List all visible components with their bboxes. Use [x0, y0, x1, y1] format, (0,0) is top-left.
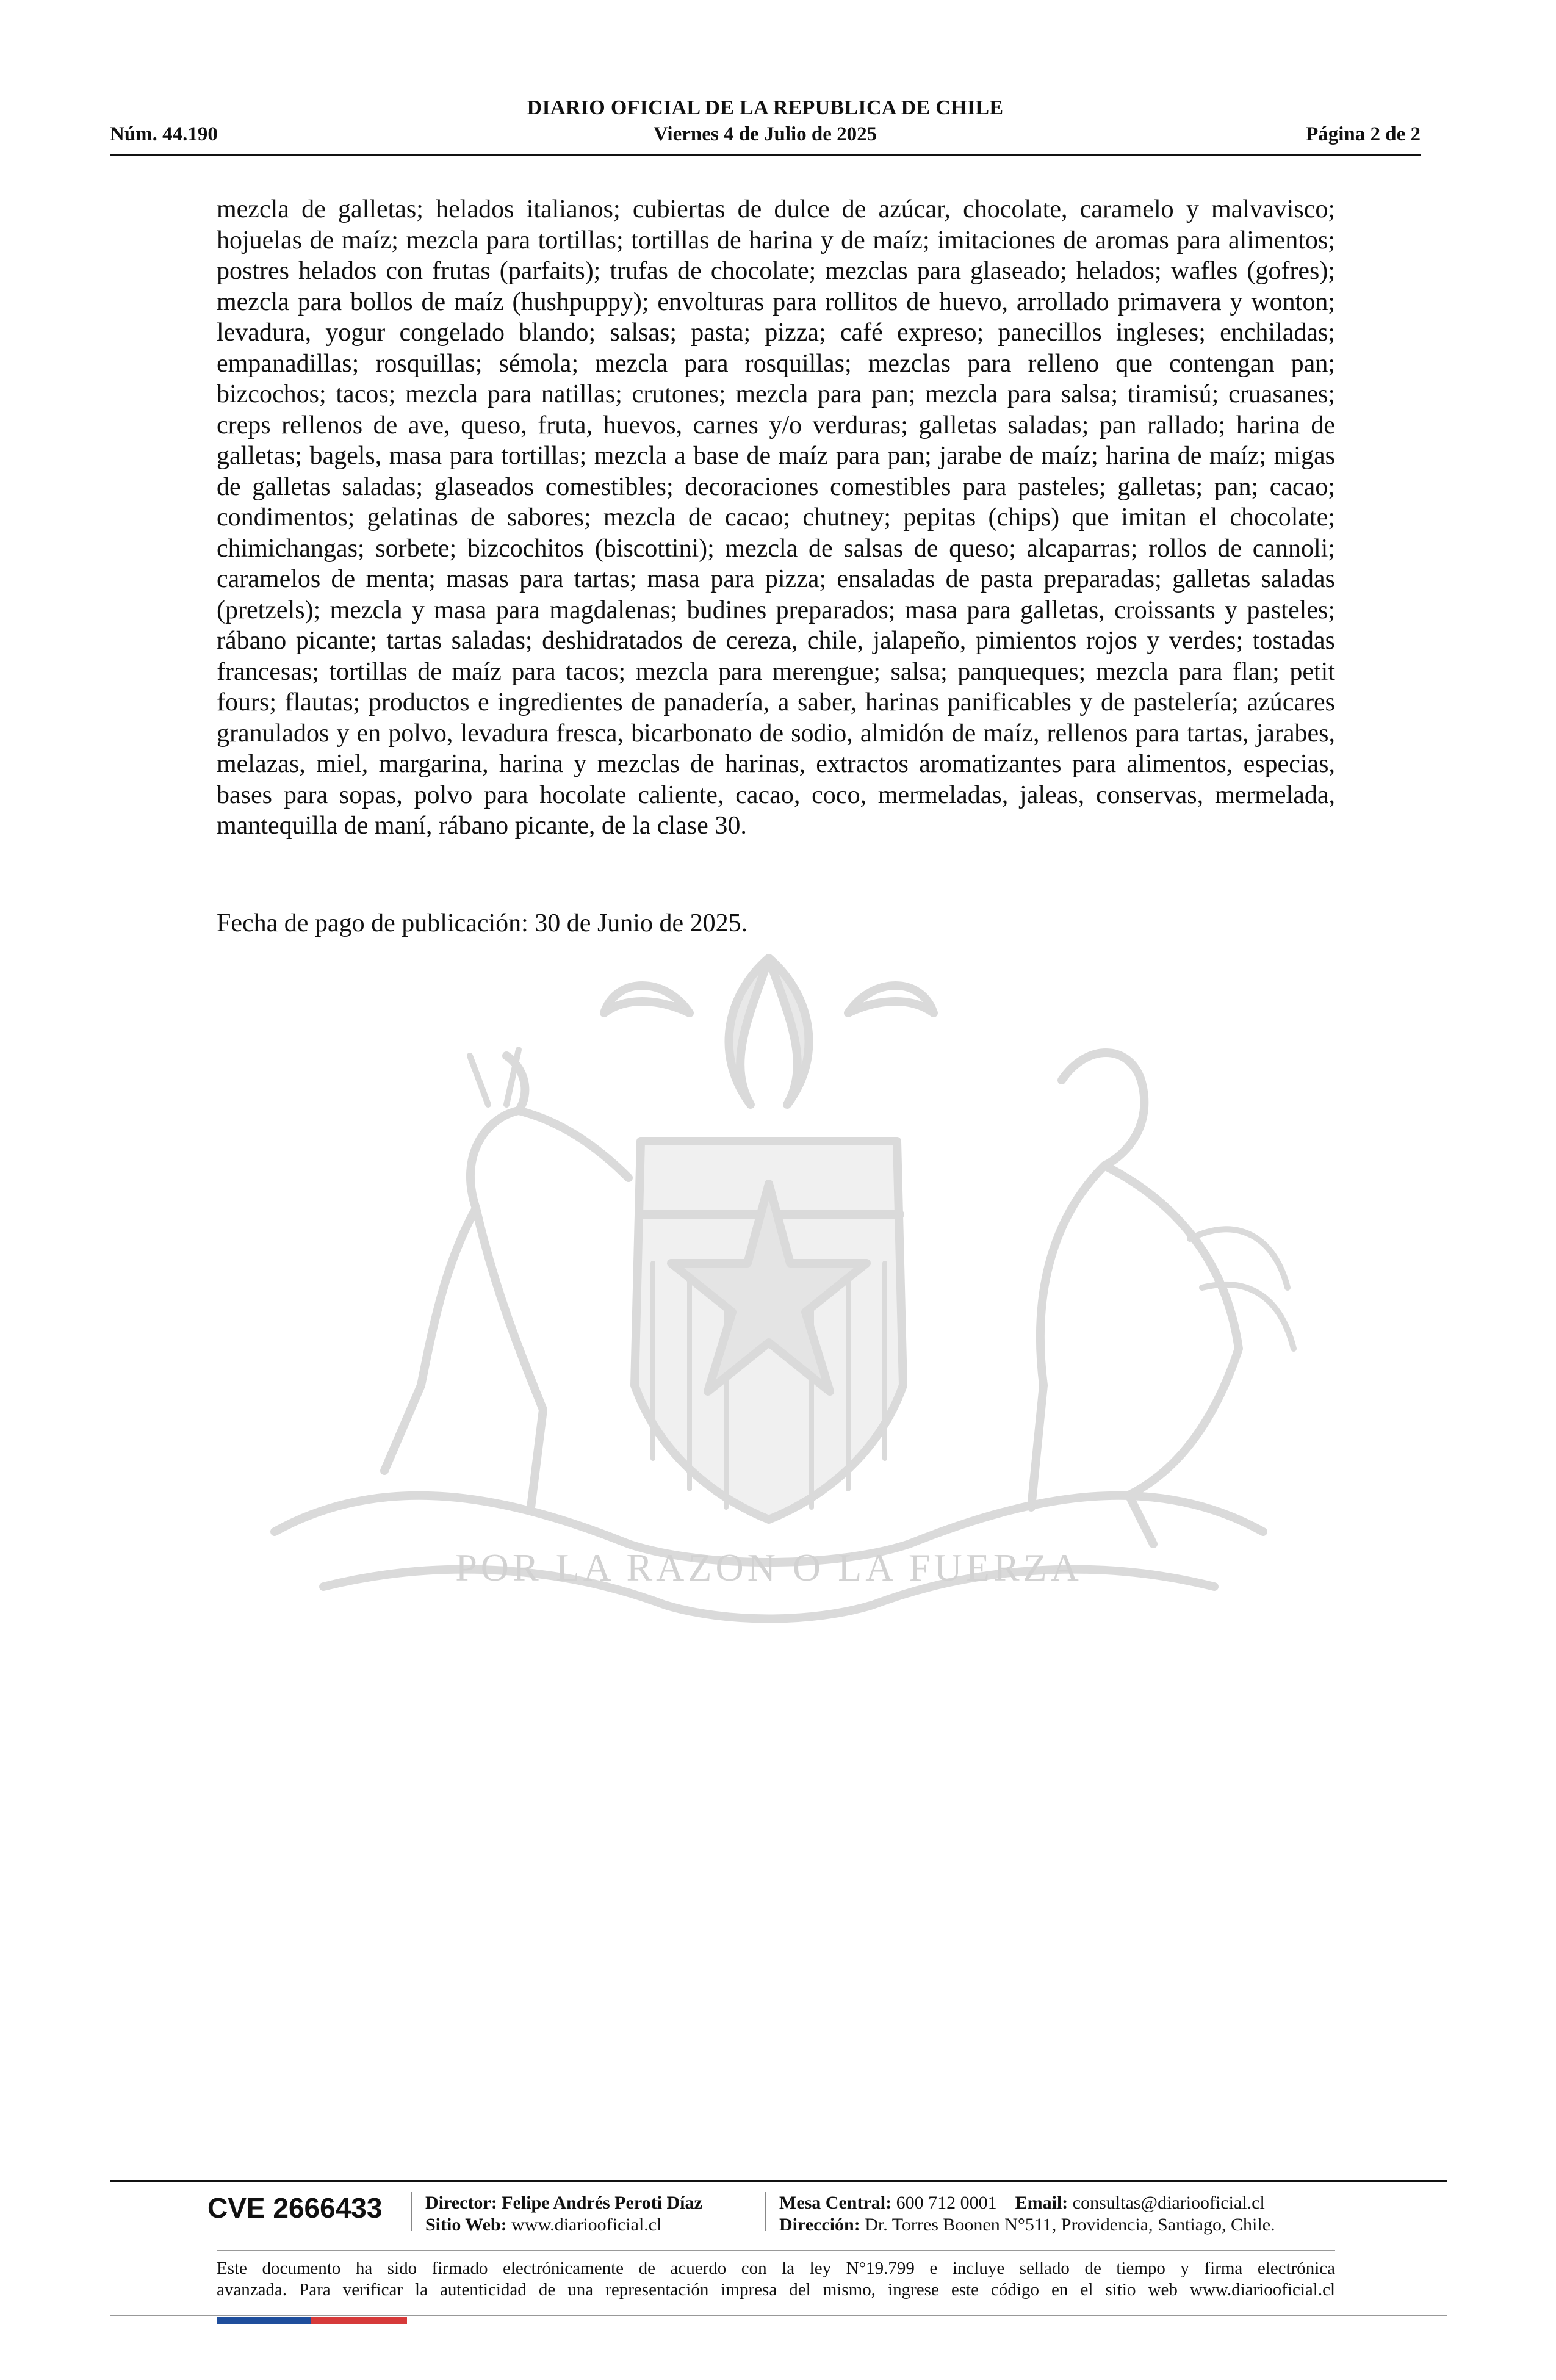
watermark-motto: POR LA RAZON O LA FUERZA	[455, 1546, 1082, 1589]
phone-number: 600 712 0001	[896, 2193, 997, 2213]
coat-of-arms-watermark	[201, 921, 1336, 1672]
footer-divider-top	[110, 2180, 1447, 2182]
footer-separator	[765, 2192, 766, 2231]
phone-label: Mesa Central:	[779, 2193, 892, 2213]
footer-separator	[411, 2192, 412, 2231]
issue-number: Núm. 44.190	[110, 123, 218, 145]
email-link[interactable]: consultas@diariooficial.cl	[1072, 2193, 1265, 2213]
publication-title: DIARIO OFICIAL DE LA REPUBLICA DE CHILE	[527, 96, 1004, 119]
email-label: Email:	[1015, 2193, 1068, 2213]
issue-date: Viernes 4 de Julio de 2025	[653, 123, 877, 145]
body-paragraph: mezcla de galletas; helados italianos; cubiertas de dulce de azúcar, chocolate, caramelo y malvavisco; hojuelas de maíz; mezcla para tortillas; tortillas de harina y de maíz; imitaciones de aromas para alimentos; postres helados con frutas (parfaits); trufas de chocolate; mezclas para glaseado; helados; wafles (gofres); mezcla para bollos de maíz (hushpuppy); envolturas para rollitos de huevo, arrollado primavera y wonton; levadura, yogur congelado blando; salsas; pasta; pizza; café expreso; panecillos ingleses; enchiladas; empanadillas; rosquillas; sémola; mezcla para rosquillas; mezclas para relleno que contengan pan; bizcochos; tacos; mezcla para natillas; crutones; mezcla para pan; mezcla para salsa; tiramisú; cruasanes; creps rellenos de ave, queso, fruta, huevos, carnes y/o verduras; galletas saladas; pan rallado; harina de galletas; bagels, masa para tortillas; mezcla a base de maíz para pan; jarabe de maíz; harina de maíz; migas de galletas saladas; glaseados comestibles; decoraciones comestibles para pasteles; galletas; pan; cacao; condimentos; gelatinas de sabores; mezcla de cacao; chutney; pepitas (chips) que imitan el chocolate; chimichangas; sorbete; bizcochitos (biscottini); mezcla de salsas de queso; alcaparras; rollos de cannoli; caramelos de menta; masas para tartas; masa para pizza; ensaladas de pasta preparadas; galletas saladas (pretzels); mezcla y masa para magdalenas; budines preparados; masa para galletas, croissants y pasteles; rábano picante; tartas saladas; deshidratados de cereza, chile, jalapeño, pimientos rojos y verdes; tostadas francesas; tortillas de maíz para tacos; mezcla para merengue; salsa; panqueques; mezcla para flan; petit fours; flautas; productos e ingredientes de panadería, a saber, harinas panificables y de pastelería; azúcares granulados y en polvo, levadura fresca, bicarbonato de sodio, almidón de maíz, rellenos para tartas, jarabes, melazas, miel, margarina, harina y mezclas de harinas, extractos aromatizantes para alimentos, especias, bases para sopas, polvo para hocolate caliente, cacao, coco, mermeladas, jaleas, conservas, mermelada, mantequilla de maní, rábano picante, de la clase 30.	[217, 195, 1335, 840]
document-body	[217, 194, 1335, 842]
flag-stripe-red	[311, 2317, 407, 2324]
cve-code: CVE 2666433	[207, 2192, 383, 2224]
page-indicator: Página 2 de 2	[1306, 123, 1421, 145]
address-value: Dr. Torres Boonen N°511, Providencia, Santiago, Chile.	[865, 2215, 1275, 2235]
legal-note-line: avanzada. Para verificar la autenticidad de una representación impresa del mismo, ingrese este código en el sitio web www.diariooficial.cl	[217, 2280, 1335, 2299]
flag-stripe-blue	[217, 2317, 311, 2324]
header-meta-row	[110, 123, 1421, 149]
director-name: Felipe Andrés Peroti Díaz	[502, 2193, 702, 2213]
footer-divider-bottom	[110, 2315, 1447, 2316]
page-header	[110, 93, 1421, 154]
website-label: Sitio Web:	[425, 2215, 507, 2235]
legal-note-line: Este documento ha sido firmado electrónicamente de acuerdo con la ley N°19.799 e incluye sellado de tiempo y firma electrónica	[217, 2259, 1335, 2278]
footer-divider-inner	[217, 2250, 1335, 2251]
footer-contact-block	[779, 2192, 1275, 2236]
website-link[interactable]: www.diariooficial.cl	[511, 2215, 662, 2235]
header-divider	[110, 154, 1421, 156]
footer-director-block	[425, 2192, 702, 2236]
address-label: Dirección:	[779, 2215, 860, 2235]
payment-date-line: Fecha de pago de publicación: 30 de Junio de 2025.	[217, 909, 748, 937]
director-label: Director:	[425, 2193, 497, 2213]
electronic-signature-note	[217, 2258, 1335, 2301]
